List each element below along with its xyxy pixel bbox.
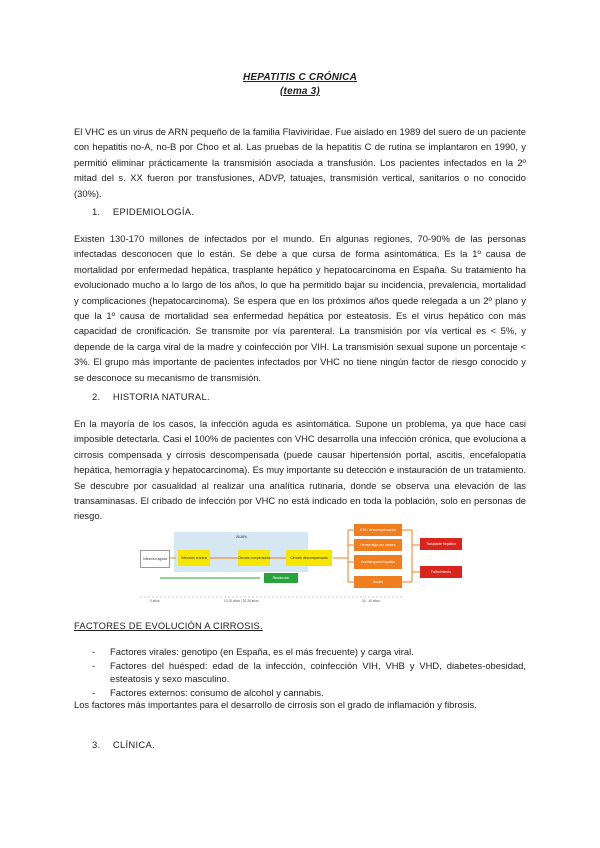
intro-paragraph: El VHC es un virus de ARN pequeño de la familia Flaviviridae. Fue aislado en 1989 del suero de un paciente con hepatitis no-A, no-B por Choo et al. Las pruebas de la hepatitis C de rutina se implantaron en 1990, y permitió eliminar prácticamente la transmisión asociada a transfusión. Los pacientes infectados en la 2º mitad del s. XX fueron por transfusiones, ADVP, tatuajes, transmisión vertical, sanitarios o no conocido (30%). xyxy=(74,126,526,199)
acute-infection-box: Infección aguda xyxy=(140,550,170,568)
section-title: CLÍNICA. xyxy=(112,739,155,750)
axis-label: 30 - 40 años xyxy=(362,599,380,603)
list-item: - Factores del huésped: edad de la infección, coinfección VIH, VHB y VHD, diabetes-obesidad, esteatosis y sexo masculino. xyxy=(92,659,526,685)
death-box: Fallecimiento xyxy=(420,566,462,578)
transplant-box: Trasplante hepático xyxy=(420,538,462,550)
outcome-box: HTA / descompensación xyxy=(354,524,402,536)
group-percent-label: 20-30% xyxy=(236,535,247,539)
factors-heading: FACTORES DE EVOLUCIÓN A CIRROSIS. xyxy=(74,620,263,631)
list-item: - Factores virales: genotipo (en España, es el más frecuente) y carga viral. xyxy=(92,646,414,657)
resolution-box: Resolución xyxy=(264,573,298,583)
section-heading-epidemiologia xyxy=(92,206,194,217)
outcome-box: Encefalopatía hepática xyxy=(354,555,402,569)
section-number: 2. xyxy=(92,391,101,402)
outcome-box: Hemorragia por varices xyxy=(354,539,402,551)
natural-history-diagram xyxy=(140,522,470,604)
section-number: 3. xyxy=(92,739,101,750)
section-title: EPIDEMIOLOGÍA. xyxy=(112,206,195,217)
outcome-box: Ascitis xyxy=(354,576,402,588)
factors-list xyxy=(74,645,526,699)
historia-natural-paragraph: En la mayoría de los casos, la infección aguda es asintomática. Supone un problema, ya que hace casi imposible detectarla. Casi el 100% de pacientes con VHC desarrolla una infección crónica, que evoluciona a cirrosis compensada y cirrosis descompensada (puede causar hipertensión portal, ascitis, encefalopatía hepática, hemorragia y hepatocarcinoma). Es muy importante su detección e instauración de un tratamiento. Se descubre por casualidad al realizar una analítica rutinaria, donde se observa una elevación de las transaminasas. El cribado de infección por VHC no está indicado en toda la población, solo en personas de riesgo. xyxy=(74,418,526,522)
axis-label: 10-20 años / 20-30 años xyxy=(224,599,259,603)
section-title: HISTORIA NATURAL. xyxy=(112,391,210,402)
section-number: 1. xyxy=(92,206,101,217)
compensated-cirrhosis-box: Cirrosis compensada xyxy=(238,550,270,566)
epidemiologia-paragraph: Existen 130-170 millones de infectados por el mundo. En algunas regiones, 70-90% de las personas infectadas desconocen que lo están. Se debe a que cursa de forma asintomática. Es la 1º causa de mortalidad por enfermedad hepática, trasplante hepático y hepatocarcinoma en España. Su tratamiento ha evolucionado mucho a lo largo de los años, lo que ha permitido bajar su incidencia, prevalencia, mortalidad y complicaciones (hepatocarcinoma). Se espera que en los próximos años quede relegada a un 2º plano y que la 1º causa de mortalidad sea enfermedad hepática por esteatosis. Es el virus hepático con más capacidad de cronificación. Se transmite por vía parenteral. La transmisión por vía vertical es < 5%, y depende de la carga viral de la madre y coinfección por VIH. La transmisión sexual supone un porcentaje < 3%. El grupo más importante de pacientes infectados por VHC no tiene ningún factor de riesgo conocido y se desconoce su mecanismo de transmisión. xyxy=(74,233,526,383)
document-subtitle: (tema 3) xyxy=(280,86,320,97)
axis-label: 5 años xyxy=(150,599,160,603)
factors-closing-paragraph: Los factores más importantes para el desarrollo de cirrosis son el grado de inflamación y fibrosis. xyxy=(74,699,477,710)
section-heading-clinica xyxy=(92,739,155,750)
decompensated-cirrhosis-box: Cirrosis descompensada xyxy=(286,550,332,566)
chronic-infection-box: Infección crónica xyxy=(178,550,210,566)
document-title: HEPATITIS C CRÓNICA xyxy=(243,72,357,83)
list-item: - Factores externos: consumo de alcohol y cannabis. xyxy=(92,686,324,698)
section-heading-historia-natural xyxy=(92,391,210,402)
